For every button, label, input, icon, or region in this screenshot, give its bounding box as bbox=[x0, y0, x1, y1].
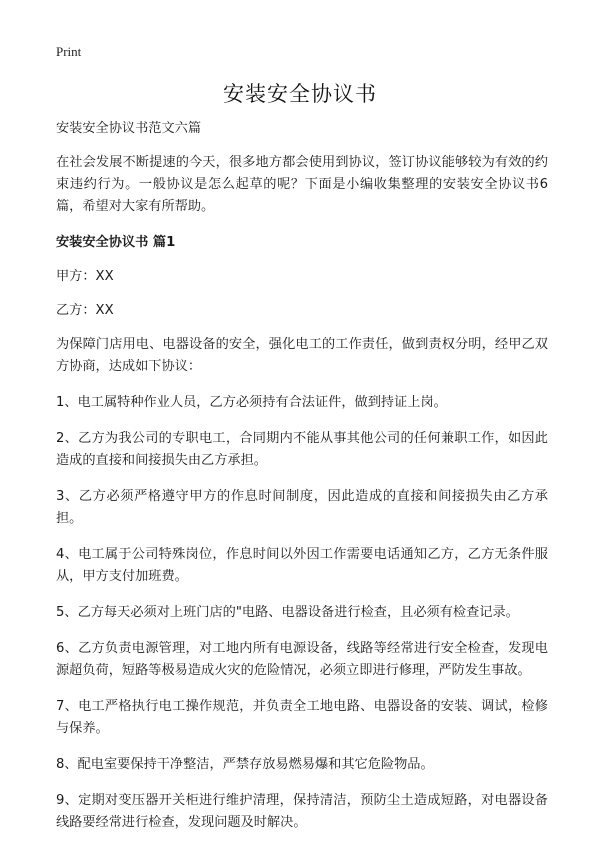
document-subtitle: 安装安全协议书范文六篇 bbox=[56, 121, 202, 136]
clause-6: 6、乙方负责电源管理，对工地内所有电源设备，线路等经常进行安全检查，发现电源超负荷，短路等极易造成火灾的危险情况，必须立即进行修理，严防发生事故。 bbox=[56, 641, 548, 678]
clause-2: 2、乙方为我公司的专职电工，合同期内不能从事其他公司的任何兼职工作，如因此造成的直接和间接损失由乙方承担。 bbox=[56, 431, 548, 468]
party-b: 乙方：XX bbox=[56, 303, 114, 318]
print-label: Print bbox=[56, 44, 82, 59]
clause-5: 5、乙方每天必须对上班门店的"电路、电器设备进行检查，且必须有检查记录。 bbox=[56, 605, 519, 620]
party-a: 甲方：XX bbox=[56, 269, 114, 284]
clause-4: 4、电工属于公司特殊岗位，作息时间以外因工作需要电话通知乙方，乙方无条件服从，甲方支付加班费。 bbox=[56, 547, 548, 584]
clause-1: 1、电工属特种作业人员，乙方必须持有合法证件，做到持证上岗。 bbox=[56, 395, 447, 410]
clause-9: 9、定期对变压器开关柜进行维护清理，保持清洁，预防尘土造成短路，对电器设备线路要经常进行检查，发现问题及时解决。 bbox=[56, 793, 548, 830]
clause-8: 8、配电室要保持干净整洁，严禁存放易燃易爆和其它危险物品。 bbox=[56, 757, 434, 772]
clause-7: 7、电工严格执行电工操作规范，并负责全工地电路、电器设备的安装、调试，检修与保养。 bbox=[56, 699, 548, 736]
clause-3: 3、乙方必须严格遵守甲方的作息时间制度，因此造成的直接和间接损失由乙方承担。 bbox=[56, 489, 548, 526]
intro-paragraph: 在社会发展不断提速的今天，很多地方都会使用到协议，签订协议能够较为有效的约束违约行为。一般协议是怎么起草的呢？下面是小编收集整理的安装安全协议书6篇，希望对大家有所帮助。 bbox=[56, 155, 548, 214]
section-heading: 安装安全协议书 篇1 bbox=[56, 235, 176, 250]
document-body bbox=[56, 118, 548, 848]
document-title: 安装安全协议书 bbox=[223, 82, 377, 106]
preamble-paragraph: 为保障门店用电、电器设备的安全，强化电工的工作责任，做到责权分明，经甲乙双方协商，达成如下协议： bbox=[56, 337, 548, 374]
